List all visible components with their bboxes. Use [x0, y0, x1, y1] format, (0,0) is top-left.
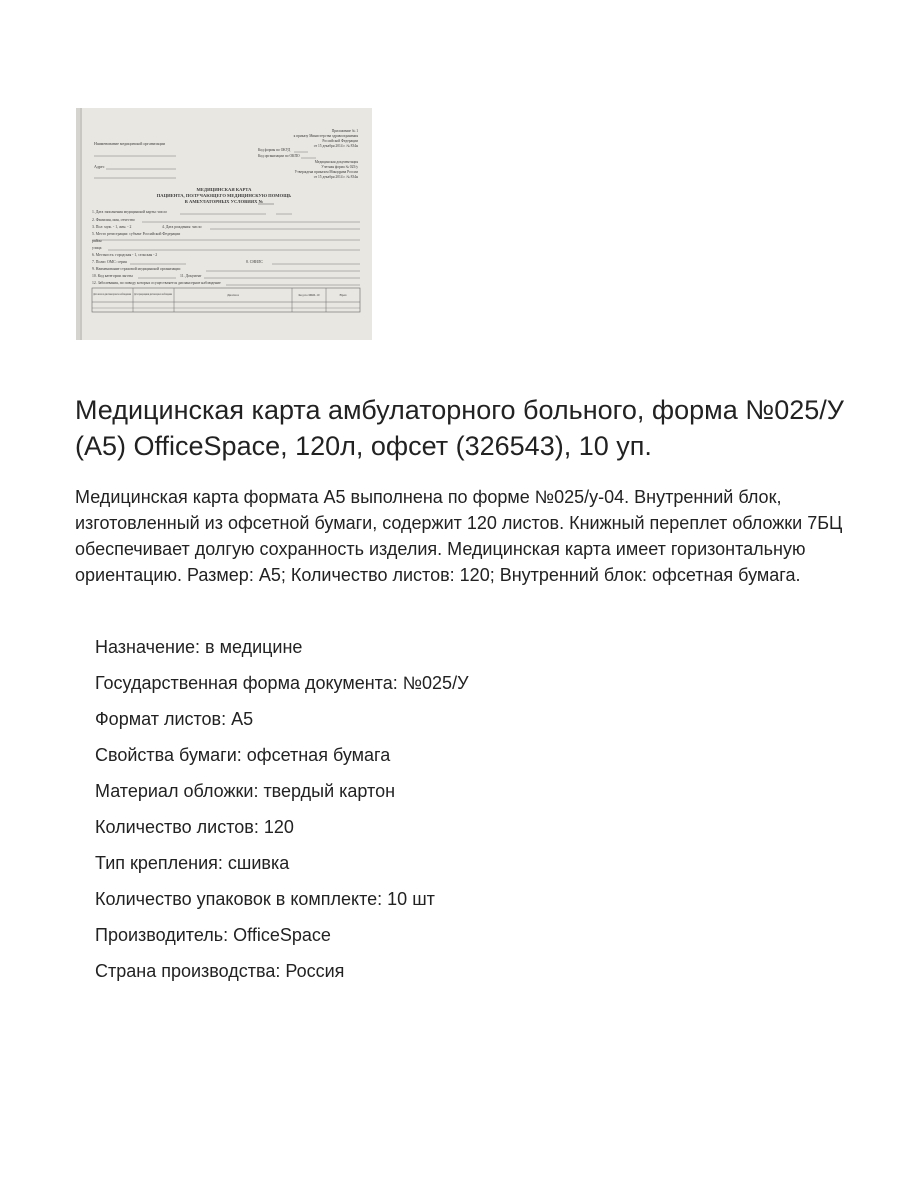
product-image[interactable] — [76, 108, 372, 340]
form-field: 11. Документ — [180, 274, 202, 278]
spec-item: Назначение: в медицине — [95, 637, 303, 657]
spec-item: Тип крепления: сшивка — [95, 853, 290, 873]
form-heading: ПАЦИЕНТА, ПОЛУЧАЮЩЕГО МЕДИЦИНСКУЮ ПОМОЩЬ — [156, 193, 292, 198]
table-header: Дата прекращения диспансерного наблюдения — [134, 292, 173, 296]
medical-card-form-preview — [76, 108, 372, 340]
spec-item: Государственная форма документа: №025/У — [95, 673, 469, 693]
spec-item: Количество листов: 120 — [95, 817, 294, 837]
doc-line: Учетная форма № 025/у — [321, 165, 358, 169]
appendix-line: Российской Федерации — [322, 139, 358, 143]
form-field: 8. СНИЛС — [246, 260, 263, 264]
org-label: Наименование медицинской организации — [94, 141, 165, 146]
appendix-line: Приложение № 1 — [331, 129, 358, 133]
form-field: 2. Фамилия, имя, отчество — [92, 218, 135, 222]
product-description: Медицинская карта формата А5 выполнена по форме №025/у-04. Внутренний блок, изготовленный из офсетной бумаги, содержит 120 листов. Книжный переплет обложки 7БЦ обеспечивает долгую сохранность изделия. Медицинская карта имеет горизонтальную ориентацию. Размер: А5; Количество листов: 120; Внутренний блок: офсетная бумага. — [75, 487, 843, 585]
spec-item: Свойства бумаги: офсетная бумага — [95, 745, 391, 765]
okud-label: Код формы по ОКУД — [258, 148, 291, 152]
form-field: район — [92, 239, 102, 243]
form-field: 5. Место регистрации: субъект Российской Федерации — [92, 232, 181, 236]
form-heading: В АМБУЛАТОРНЫХ УСЛОВИЯХ № — [184, 199, 264, 204]
okpo-label: Код организации по ОКПО — [258, 154, 300, 158]
product-title: Медицинская карта амбулаторного больного, форма №025/У (А5) OfficeSpace, 120л, офсет (326543), 10 уп. — [75, 395, 844, 461]
table-header: Код по МКБ-10 — [298, 293, 320, 297]
appendix-line: к приказу Министерства здравоохранения — [293, 134, 358, 138]
appendix-line: от 15 декабря 2014 г. № 834н — [313, 144, 358, 148]
table-header: Врач — [339, 293, 347, 297]
address-label: Адрес — [94, 164, 105, 169]
spec-list — [95, 634, 469, 994]
form-field: 10. Код категории льготы — [92, 274, 133, 278]
doc-line: Утверждена приказом Минздрава России — [294, 170, 358, 174]
form-field: 9. Наименование страховой медицинской организации — [92, 267, 181, 271]
form-heading: МЕДИЦИНСКАЯ КАРТА — [196, 187, 252, 192]
spec-item: Количество упаковок в комплекте: 10 шт — [95, 889, 435, 909]
table-header: Дата начала диспансерного наблюдения — [93, 292, 132, 296]
spec-item: Страна производства: Россия — [95, 961, 345, 981]
form-field: 6. Местность: городская - 1, сельская - 2 — [92, 253, 158, 257]
table-header: Диагноз — [227, 293, 239, 297]
doc-line: от 15 декабря 2014 г. № 834н — [313, 175, 358, 179]
spec-item: Материал обложки: твердый картон — [95, 781, 396, 801]
doc-line: Медицинская документация — [314, 160, 358, 164]
form-field: улица — [92, 246, 102, 250]
form-field: 1. Дата заполнения медицинской карты: число — [92, 210, 167, 214]
spec-item: Формат листов: А5 — [95, 709, 254, 729]
form-field: 12. Заболевания, по поводу которых осуществляется диспансерное наблюдение — [92, 281, 221, 285]
form-field: 4. Дата рождения: число — [162, 225, 202, 229]
form-field: 3. Пол: муж. - 1, жен. - 2 — [92, 225, 132, 229]
form-field: 7. Полис ОМС: серия — [92, 260, 127, 264]
spec-item: Производитель: OfficeSpace — [95, 925, 331, 945]
